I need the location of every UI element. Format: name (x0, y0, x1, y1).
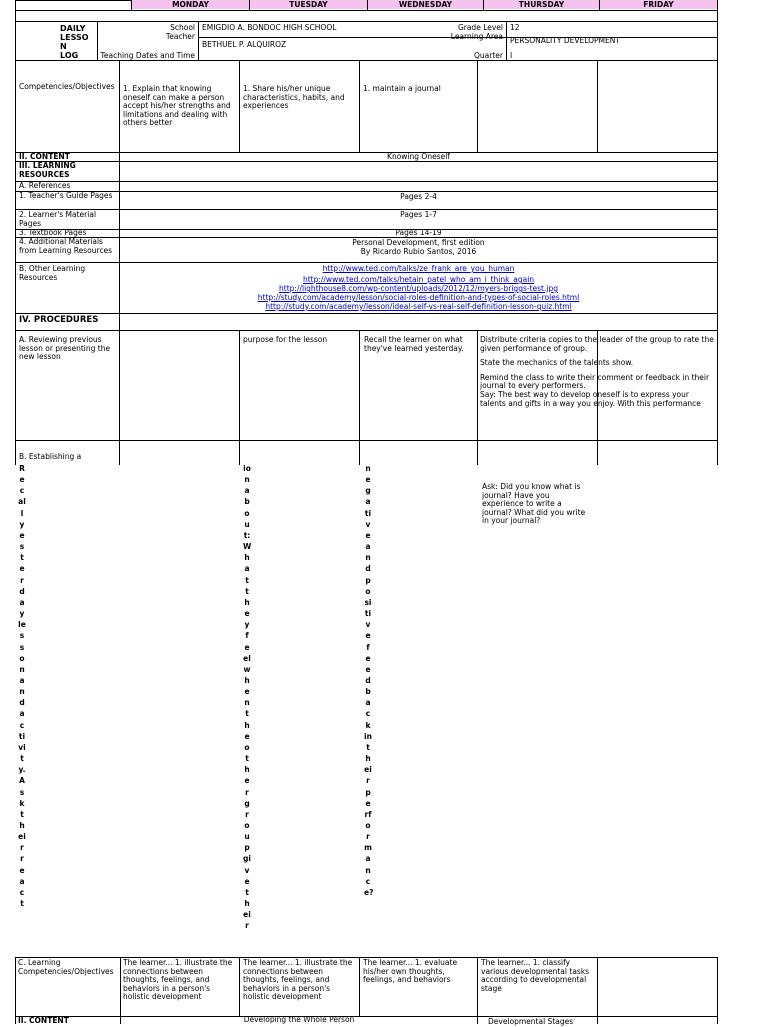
school-value: EMIGDIO A. BONDOC HIGH SCHOOL (202, 23, 337, 32)
grid-line (15, 957, 16, 1024)
grid-line (15, 440, 717, 441)
grid-line (597, 957, 598, 1024)
resources-label: III. LEARNING RESOURCES (19, 161, 76, 179)
grid-line (717, 0, 718, 465)
grid-line (239, 60, 240, 152)
resource-link-2[interactable]: http://www.ted.com/talks/hetain_patel_who_am_i_think_again (302, 275, 535, 284)
grid-line (15, 21, 717, 22)
competencies-tuesday: 1. Share his/her unique characteristics, habits, and experiences (243, 84, 345, 111)
procedure-b-tuesday-vertical: ion about: What they feel when the other group give their (243, 464, 252, 931)
grid-line (483, 0, 484, 10)
content-label-2: II. CONTENT (18, 1016, 69, 1025)
grid-line (367, 0, 368, 10)
grade-label: Grade Level (457, 23, 503, 32)
day-header-tuesday: TUESDAY (250, 0, 367, 9)
content-value: Knowing Oneself (387, 152, 450, 161)
grid-line (717, 957, 718, 1024)
day-header-wednesday: WEDNESDAY (368, 0, 483, 9)
grid-line (477, 60, 478, 152)
grid-line (239, 330, 240, 465)
teacher-label: Teacher (165, 32, 195, 41)
learning-competencies-thursday: The learner... 1. classify various developmental tasks according to developmental stage (481, 958, 590, 993)
learners-material-label: 2. Learner's Material Pages (19, 210, 97, 228)
procedure-a-thursday: Distribute criteria copies to the leader of the group to rate the given performance of group. State the mechanics of the talents show. Remind the class to write their comment or feedback in their journal to every performers. Say: The best way to develop oneself is to express your talents and gifts in a way you enjoy. With this performance (480, 335, 714, 408)
procedure-b-wednesday-vertical: negative and positive feedback in their performance? (364, 464, 374, 897)
page-title: DAILY LESSO N LOG (60, 24, 89, 60)
teacher-value: BETHUEL P. ALQUIROZ (202, 40, 287, 49)
teachers-guide-label: 1. Teacher's Guide Pages (19, 191, 113, 200)
teachers-guide-value: Pages 2-4 (400, 192, 437, 201)
resource-link-5[interactable]: http://study.com/academy/lesson/ideal-self-vs-real-self-definition-lesson-quiz.html (265, 302, 572, 311)
content-value-2: Developing the Whole Person (243, 1015, 355, 1024)
grid-line (359, 60, 360, 152)
learning-competencies-wednesday: The learner... 1. evaluate his/her own thoughts, feelings, and behaviors (363, 958, 458, 985)
grid-line (15, 262, 717, 263)
dates-label: Teaching Dates and Time (100, 51, 195, 60)
references-label: A. References (19, 181, 71, 190)
school-label: School (170, 23, 195, 32)
competencies-wednesday: 1. maintain a journal (363, 84, 441, 93)
grid-line (15, 181, 717, 182)
quarter-label: Quarter (474, 51, 503, 60)
competencies-label: Competencies/Objectives (19, 82, 115, 91)
procedure-a-wednesday: Recall the learner on what they've learned yesterday. (364, 335, 464, 353)
grid-line (239, 957, 240, 1016)
grid-line (15, 313, 717, 314)
additional-materials-label: 4. Additional Materials from Learning Resources (19, 237, 113, 255)
textbook-value: Pages 14-19 (395, 228, 442, 237)
day-header-monday: MONDAY (132, 0, 249, 9)
grid-line (506, 21, 507, 60)
learning-competencies-tuesday: The learner... 1. illustrate the connections between thoughts, feelings, and behaviors in a person's holistic development (243, 958, 353, 1002)
procedure-b-monday-vertical: Recall yesterday lesson and activity. Ask their react (18, 464, 26, 909)
competencies-monday: 1. Explain that knowing oneself can make a person accept his/her strengths and limitations and dealing with others better (123, 84, 231, 128)
other-resources-label: B. Other Learning Resources (19, 264, 86, 282)
grid-line (15, 10, 717, 11)
grid-line (15, 191, 717, 192)
resource-link-3[interactable]: http://lighthouse8.com/wp-content/uploads/2012/12/myers-briggs-test.jpg (279, 284, 558, 293)
learners-material-value: Pages 1-7 (400, 210, 437, 219)
grid-line (15, 330, 717, 331)
resource-link-4[interactable]: http://study.com/academy/lesson/social-roles-definition-and-types-of-social-roles.html (257, 293, 580, 302)
resource-link-1[interactable]: http://www.ted.com/talks/ze_frank_are_you_human (322, 264, 515, 273)
quarter-value: I (510, 51, 513, 60)
grid-line (198, 21, 199, 60)
area-label: Learning Area (450, 32, 503, 41)
grid-line (359, 957, 360, 1016)
grid-line (477, 957, 478, 1024)
grid-line (120, 957, 121, 1024)
grid-line (359, 330, 360, 465)
procedure-b-label: B. Establishing a (19, 452, 82, 461)
grid-line (131, 0, 132, 10)
grid-line (477, 330, 478, 465)
day-header-friday: FRIDAY (600, 0, 717, 9)
grid-line (15, 0, 16, 465)
grid-line (15, 209, 717, 210)
procedure-a-label: A. Reviewing previous lesson or presenting the new lesson (19, 335, 111, 362)
grid-line (249, 0, 250, 10)
grid-line (597, 60, 598, 152)
learning-competencies-monday: The learner... 1. illustrate the connections between thoughts, feelings, and behaviors in a person's holistic development (123, 958, 233, 1002)
content-thursday-2: Developmental Stages (488, 1017, 574, 1026)
day-header-thursday: THURSDAY (484, 0, 599, 9)
procedures-label: IV. PROCEDURES (19, 315, 99, 325)
grade-value: 12 (510, 23, 520, 32)
textbook-label: 3. Textbook Pages (19, 228, 87, 237)
grid-line (599, 0, 600, 10)
additional-materials-line-2: By Ricardo Rubio Santos, 2016 (360, 247, 477, 256)
procedure-a-tuesday: purpose for the lesson (243, 335, 328, 344)
learning-competencies-label: C. Learning Competencies/Objectives (18, 958, 114, 976)
content-label: II. CONTENT (19, 152, 70, 161)
grid-line (97, 21, 98, 60)
additional-materials-line-1: Personal Development, first edition (352, 238, 485, 247)
procedure-b-thursday: Ask: Did you know what is journal? Have you experience to write a journal? What did you write in your journal? (482, 482, 586, 526)
area-value: PERSONALITY DEVELOPMENT (510, 36, 620, 45)
